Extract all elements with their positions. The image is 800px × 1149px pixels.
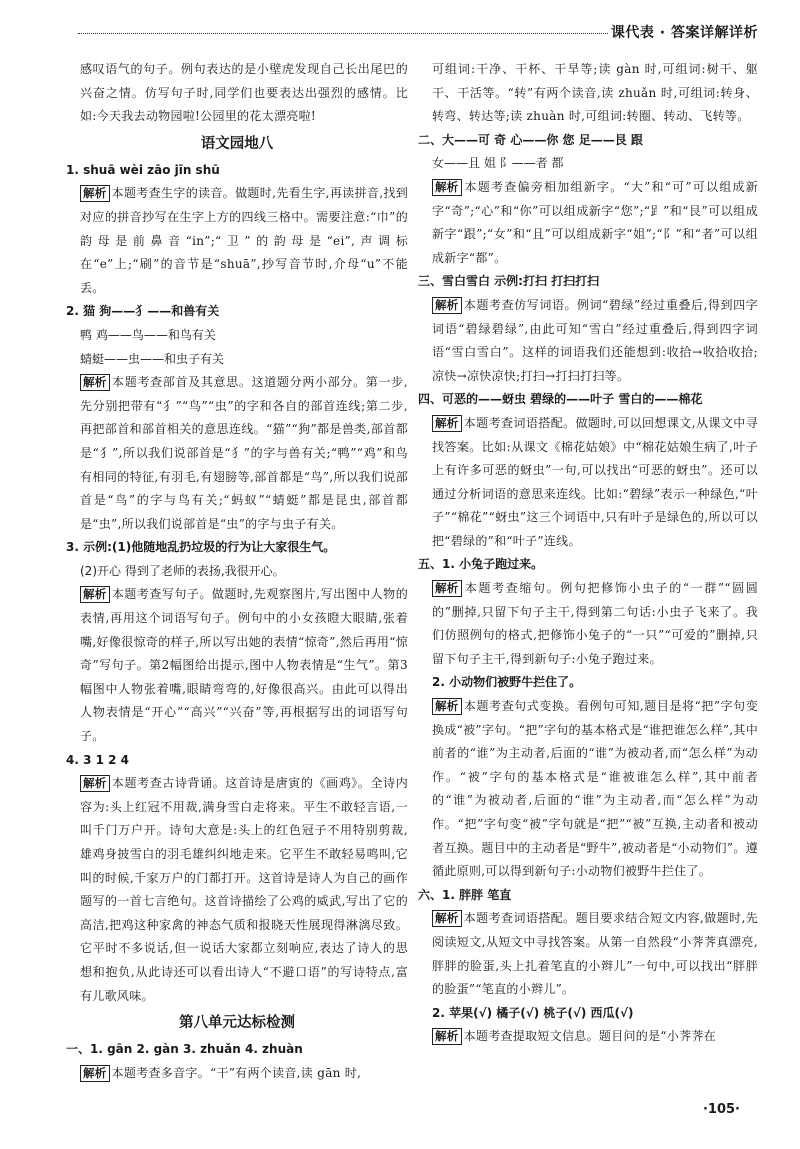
- s4-analysis-text: 本题考查词语搭配。做题时,可以回想课文,从课文中寻找答案。比如:从课文《棉花姑娘》中“棉花姑娘生病了,叶子上有许多可恶的蚜虫”一句,可以找出“可恶的蚜虫”。还可以通过分析词语的意思来连线。比如:“碧绿”表示一种绿色,“叶子”“棉花”“蚜虫”这三个词语中,只有叶子是绿色的,所以可以把“碧绿的”和“叶子”连线。: [432, 415, 758, 548]
- s6-q2-answer: 2. 苹果(√) 橘子(√) 桃子(√) 西瓜(√): [432, 1005, 634, 1020]
- q4-analysis: [66, 772, 408, 1008]
- s5-q1-analysis-text: 本题考查缩句。例句把修饰小虫子的“一群”“圆圆的”删掉,只留下句子主干,得到第二句话:小虫子飞来了。我们仿照例句的格式,把修饰小兔子的“一只”“可爱的”删掉,只留下句子主干,得到新句子:小兔子跑过来。: [432, 581, 758, 666]
- s1-answer: 一、1. gān 2. gàn 3. zhuǎn 4. zhuàn: [66, 1042, 303, 1057]
- q1-analysis-text: 本题考查生字的读音。做题时,先看生字,再读拼音,找到对应的拼音抄写在生字上方的四线三格中。需要注意:“巾”的韵母是前鼻音“in”;“卫”的韵母是“ei”,声调标在“e”上;“刷”的音节是“shuā”,抄写音节时,介母“u”不能丢。: [80, 186, 408, 295]
- s1-analysis: [66, 1062, 408, 1086]
- left-column: [66, 58, 408, 1085]
- s5-q2-analysis-text: 本题考查句式变换。看例句可知,题目是将“把”字句变换成“被”字句。“把”字句的基本格式是“谁把谁怎么样”,其中前者的“谁”为主动者,后面的“谁”为被动者,而“怎么样”为动作。“被”字句的基本格式是“谁被谁怎么样”,其中前者的“谁”为被动者,后面的“谁”为主动者,而“怎么样”为动作。“把”字句变“被”字句就是“把”“被”互换,主动者和被动者互换。题目中的主动者是“野牛”,被动者是“小动物们”。遵循此原则,可以得到新句子:小动物们被野牛拦住了。: [432, 699, 758, 879]
- q1-answer: 1. shuā wèi zāo jīn shū: [66, 162, 220, 177]
- s5-q1-answer: 五、1. 小兔子跑过来。: [418, 557, 544, 572]
- s5-q1-analysis: [418, 577, 758, 671]
- s2-analysis-text: 本题考查偏旁相加组新字。“大”和“可”可以组成新字“奇”;“心”和“你”可以组成新字“您”;“𧾷”和“艮”可以组成新字“跟”;“女”和“且”可以组成新字“姐”;“阝”和“者”可以组成新字“都”。: [432, 179, 758, 265]
- section-title-yuwen-yuandi-8: 语文园地八: [200, 135, 274, 152]
- q2-analysis-text: 本题考查部首及其意思。这道题分两小部分。第一步,先分别把带有“犭”“鸟”“虫”的字和各自的部首连线;第二步,再把部首和部首相关的意思连线。“猫”“狗”都是兽类,部首都是“犭”,所以我们说部首是“犭”的字与兽有关;“鸭”“鸡”和鸟有相同的特征,有羽毛,有翅膀等,部首都是“鸟”,所以我们说部首是“鸟”的字与鸟有关;“蚂蚁”“蜻蜓”都是昆虫,部首都是“虫”,所以我们说部首是“虫”的字与虫子有关。: [80, 375, 408, 531]
- analysis-tag: 解析: [432, 580, 462, 597]
- q2-answer-line3: 蜻蜓——虫——和虫子有关: [80, 351, 225, 366]
- analysis-tag: 解析: [432, 297, 462, 314]
- analysis-tag: 解析: [80, 374, 110, 391]
- q1-analysis: [66, 182, 408, 300]
- left-intro-paragraph: 感叹语气的句子。例句表达的是小壁虎发现自己长出尾巴的兴奋之情。仿写句子时,同学们也要表达出强烈的感情。比如:今天我去动物园啦!公园里的花太漂亮啦!: [80, 62, 408, 124]
- s3-answer: 三、雪白雪白 示例:打扫 打扫打扫: [418, 274, 600, 289]
- analysis-tag: 解析: [432, 698, 462, 715]
- analysis-tag: 解析: [80, 775, 110, 792]
- q4-answer: 4. 3 1 2 4: [66, 752, 130, 767]
- s6-q1-answer: 六、1. 胖胖 笔直: [418, 887, 512, 902]
- q3-answer-line1: 3. 示例:(1)他随地乱扔垃圾的行为让大家很生气。: [66, 540, 336, 555]
- s6-q1-analysis: [418, 907, 758, 1001]
- s4-answer: 四、可恶的——蚜虫 碧绿的——叶子 雪白的——棉花: [418, 392, 703, 407]
- section-title-unit8-test: 第八单元达标检测: [179, 1015, 295, 1032]
- s1-analysis-continued: 可组词:干净、干杯、干旱等;读 gàn 时,可组词:树干、躯干、干活等。“转”有两个读音,读 zhuǎn 时,可组词:转身、转弯、转达等;读 zhuàn 时,可组词:转圈、转动、飞转等。: [432, 62, 758, 124]
- s1-analysis-text: 本题考查多音字。“干”有两个读音,读 gān 时,: [111, 1065, 362, 1080]
- s5-q2-answer: 2. 小动物们被野牛拦住了。: [432, 675, 582, 690]
- analysis-tag: 解析: [432, 1028, 462, 1045]
- s2-answer-line2: 女——且 姐 阝——者 都: [432, 156, 564, 171]
- analysis-tag: 解析: [80, 1065, 110, 1082]
- s2-analysis: [418, 176, 758, 270]
- analysis-tag: 解析: [432, 415, 462, 432]
- s2-answer-line1: 二、大——可 奇 心——你 您 足——艮 跟: [418, 132, 643, 147]
- q2-analysis: [66, 371, 408, 536]
- analysis-tag: 解析: [80, 586, 110, 603]
- q2-answer-line1: 2. 猫 狗——犭——和兽有关: [66, 304, 220, 319]
- s6-q2-analysis-text: 本题考查提取短文信息。题目问的是“小荠荠在: [463, 1029, 717, 1044]
- q2-answer-line2: 鸭 鸡——鸟——和鸟有关: [80, 327, 216, 342]
- q3-analysis: [66, 583, 408, 748]
- q4-analysis-text: 本题考查古诗背诵。这首诗是唐寅的《画鸡》。全诗内容为:头上红冠不用裁,满身雪白走将来。平生不敢轻言语,一叫千门万户开。诗句大意是:头上的红色冠子不用特别剪裁,雄鸡身披雪白的羽毛雄纠纠地走来。它平生不敢轻易鸣叫,它叫的时候,千家万户的门都打开。这首诗是诗人为自己的画作题写的一首七言绝句。这首诗描绘了公鸡的威武,写出了它的高洁,把鸡这种家禽的神态气质和报晓天性展现得淋漓尽致。它平时不多说话,但一说话大家都立刻响应,表达了诗人的思想和抱负,从此诗还可以看出诗人“不避口语”的写诗特点,富有儿歌风味。: [80, 776, 408, 1003]
- s3-analysis-text: 本题考查仿写词语。例词“碧绿”经过重叠后,得到四字词语“碧绿碧绿”,由此可知“雪白”经过重叠后,得到四字词语“雪白雪白”。这样的词语我们还能想到:收拾→收拾收拾;凉快→凉快凉快;打扫→打扫打扫等。: [432, 297, 758, 383]
- s5-q2-analysis: [418, 695, 758, 884]
- analysis-tag: 解析: [80, 185, 110, 202]
- right-column: [418, 58, 758, 1049]
- s6-q2-analysis: [418, 1025, 758, 1049]
- header-dotted-rule: [78, 33, 608, 34]
- s3-analysis: [418, 294, 758, 388]
- analysis-tag: 解析: [432, 179, 462, 196]
- header-title: 课代表 · 答案详解详析: [610, 25, 758, 41]
- analysis-tag: 解析: [432, 910, 462, 927]
- page-number: ·105·: [702, 1102, 740, 1117]
- page-header: [78, 14, 758, 44]
- q3-analysis-text: 本题考查写句子。做题时,先观察图片,写出图中人物的表情,再用这个词语写句子。例句中的小女孩瞪大眼睛,张着嘴,好像很惊奇的样子,所以写出她的表情“惊奇”,然后再用“惊奇”写句子。第2幅图给出提示,图中人物表情是“生气”。第3幅图中人物张着嘴,眼睛弯弯的,好像很高兴。由此可以得出人物表情是“开心”“高兴”“兴奋”等,再根据写出的词语写句子。: [80, 587, 408, 744]
- s6-q1-analysis-text: 本题考查词语搭配。题目要求结合短文内容,做题时,先阅读短文,从短文中寻找答案。从第一自然段“小荠荠真漂亮,胖胖的脸蛋,头上扎着笔直的小辫儿”一句中,可以找出“胖胖的脸蛋”“笔直的小辫儿”。: [432, 911, 758, 997]
- q3-answer-line2: (2)开心 得到了老师的表扬,我很开心。: [80, 563, 285, 578]
- s4-analysis: [418, 412, 758, 554]
